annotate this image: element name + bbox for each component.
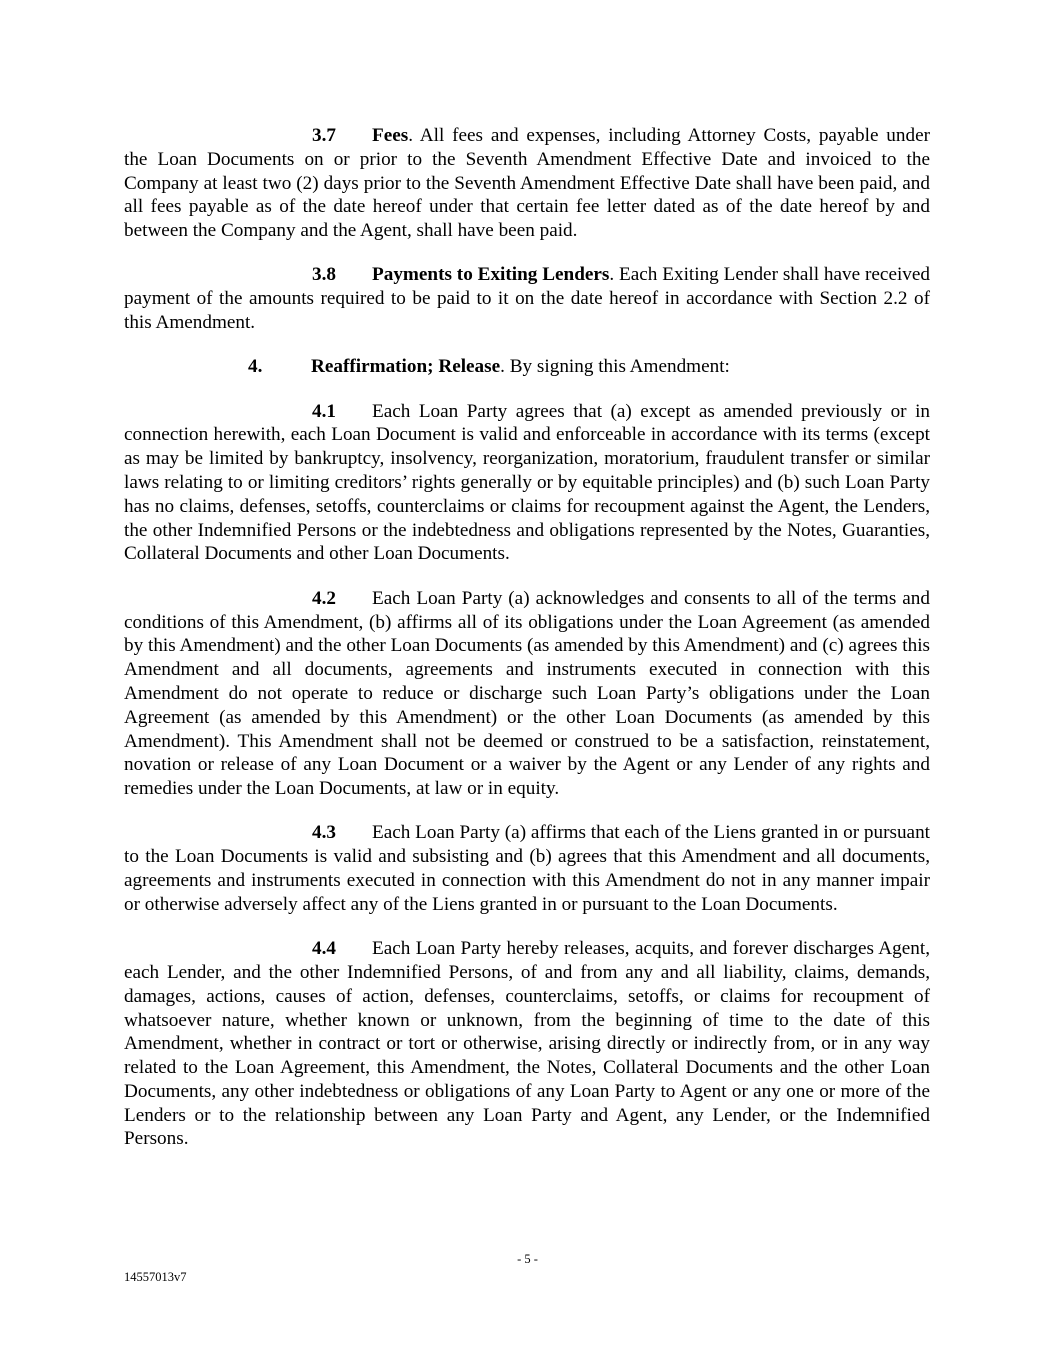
- section-4-heading: [124, 355, 930, 379]
- section-3-8: [124, 263, 930, 334]
- section-number: 4.4: [312, 938, 336, 960]
- heading-text: . By signing this Amendment:: [500, 356, 730, 378]
- section-text: . All fees and expenses, including Attorney Costs, payable under the Loan Documents on or prior to the Seventh Amendment Effective Date and invoiced to the Company at least two (2) days prior to the Seventh Amendment Effective Date shall have been paid, and all fees payable as of the date hereof under that certain fee letter dated as of the date hereof by and between the Company and the Agent, shall have been paid.: [124, 125, 930, 242]
- heading-title: Reaffirmation; Release: [311, 356, 501, 378]
- section-title: Payments to Exiting Lenders: [372, 264, 610, 286]
- section-number: 4.2: [312, 587, 336, 609]
- document-body: [124, 124, 930, 1172]
- section-number: 3.8: [312, 264, 336, 286]
- section-number: 3.7: [312, 125, 336, 146]
- document-id: 14557013v7: [124, 1270, 187, 1284]
- section-number: 4.3: [312, 822, 336, 844]
- heading-number: 4.: [248, 356, 263, 378]
- section-text: Each Loan Party (a) affirms that each of the Liens granted in or pursuant to the Loan Documents is valid and subsisting and (b) agrees that this Amendment and all documents, agreements and instruments executed in connection with this Amendment do not in any manner impair or otherwise adversely affect any of the Liens granted in or pursuant to the Loan Documents.: [124, 822, 930, 915]
- section-4-3: [124, 821, 930, 916]
- section-4-1: [124, 400, 930, 567]
- section-4-2: [124, 587, 930, 801]
- section-4-4: [124, 937, 930, 1151]
- section-3-7: [124, 124, 930, 243]
- section-number: 4.1: [312, 400, 336, 422]
- section-text: Each Loan Party agrees that (a) except as amended previously or in connection herewith, each Loan Document is valid and enforceable in accordance with its terms (except as may be limited by bankruptcy, insolvency, reorganization, moratorium, fraudulent transfer or similar laws relating to or limiting creditors’ rights generally or by equitable principles) and (b) such Loan Party has no claims, defenses, setoffs, counterclaims or claims for recoupment against the Agent, the Lenders, the other Indemnified Persons or the indebtedness and obligations represented by the Notes, Guaranties, Collateral Documents and other Loan Documents.: [124, 400, 930, 565]
- page-number: - 5 -: [517, 1252, 538, 1266]
- section-text: Each Loan Party hereby releases, acquits, and forever discharges Agent, each Lender, and the other Indemnified Persons, of and from any and all liability, claims, demands, damages, actions, causes of action, defenses, counterclaims, setoffs, or claims for recoupment of whatsoever nature, whether known or unknown, from the beginning of time to the date of this Amendment, whether in contract or tort or otherwise, arising directly or indirectly from, or in any way related to the Loan Agreement, this Amendment, the Notes, Collateral Documents and the other Loan Documents, any other indebtedness or obligations of any Loan Party to Agent or any one or more of the Lenders or to the relationship between any Loan Party and Agent, any Lender, or the Indemnified Persons.: [124, 938, 930, 1150]
- section-text: Each Loan Party (a) acknowledges and consents to all of the terms and conditions of this Amendment, (b) affirms all of its obligations under the Loan Agreement (as amended by this Amendment) and the other Loan Documents (as amended by this Amendment) and (c) agrees this Amendment and all documents, agreements and instruments executed in connection with this Amendment do not operate to reduce or discharge such Loan Party’s obligations under the Loan Agreement (as amended by this Amendment) or the other Loan Documents (as amended by this Amendment). This Amendment shall not be deemed or construed to be a satisfaction, reinstatement, novation or release of any Loan Document or a waiver by the Agent or any Lender of any rights and remedies under the Loan Documents, at law or in equity.: [124, 587, 930, 800]
- section-title: Fees: [372, 125, 409, 146]
- section-text: . Each Exiting Lender shall have received payment of the amounts required to be paid to it on the date hereof in accordance with Section 2.2 of this Amendment.: [124, 264, 930, 334]
